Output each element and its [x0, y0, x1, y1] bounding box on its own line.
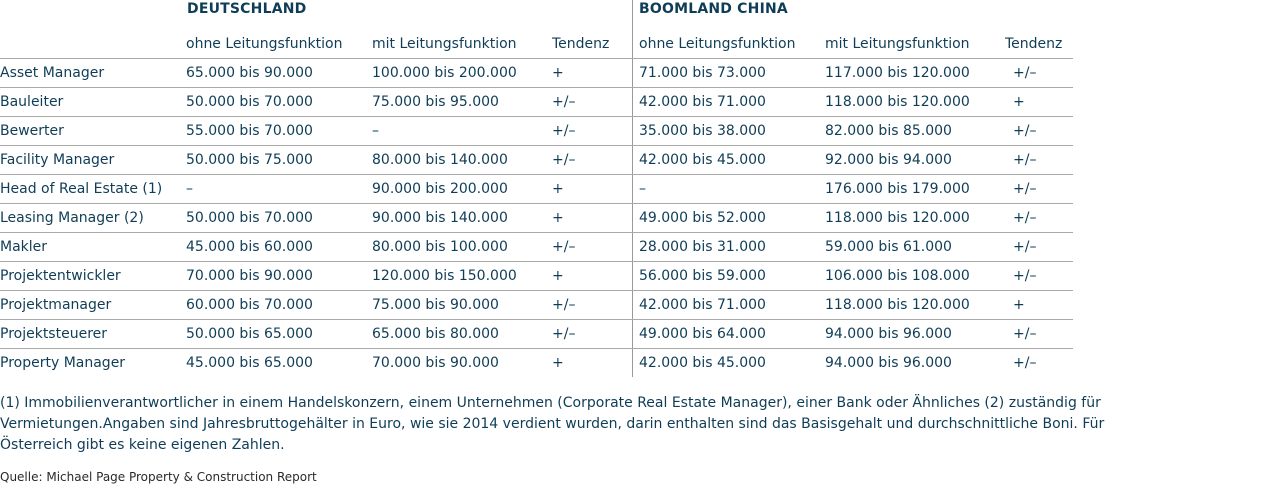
cn-without-lead-cell: 71.000 bis 73.000 — [639, 59, 825, 88]
cn-without-lead-cell: 28.000 bis 31.000 — [639, 233, 825, 262]
de-with-lead-cell: 75.000 bis 95.000 — [372, 88, 552, 117]
cn-with-lead-cell: 118.000 bis 120.000 — [825, 88, 1005, 117]
cn-with-lead-cell: 118.000 bis 120.000 — [825, 204, 1005, 233]
cn-with-lead-cell: 94.000 bis 96.000 — [825, 320, 1005, 349]
de-without-lead-cell: 50.000 bis 70.000 — [186, 204, 372, 233]
cn-tendency-cell: +/– — [1005, 146, 1073, 175]
cn-without-lead-cell: 42.000 bis 71.000 — [639, 88, 825, 117]
de-tendency-cell: + — [552, 175, 639, 204]
table-row — [0, 262, 1073, 291]
cn-tendency-cell: +/– — [1005, 204, 1073, 233]
cn-without-lead-cell: 49.000 bis 52.000 — [639, 204, 825, 233]
table-row — [0, 175, 1073, 204]
table-row — [0, 349, 1073, 378]
table-row — [0, 146, 1073, 175]
de-with-lead-cell: 80.000 bis 140.000 — [372, 146, 552, 175]
de-tendency-cell: +/– — [552, 291, 639, 320]
cn-tendency-cell: +/– — [1005, 262, 1073, 291]
de-tendency-cell: + — [552, 262, 639, 291]
cn-tendency-header: Tendenz — [1005, 36, 1063, 52]
table-row — [0, 291, 1073, 320]
de-tendency-cell: + — [552, 204, 639, 233]
table-row — [0, 233, 1073, 262]
salary-table — [0, 30, 1073, 377]
de-without-lead-cell: 70.000 bis 90.000 — [186, 262, 372, 291]
role-cell: Leasing Manager (2) — [0, 204, 186, 233]
cn-tendency-cell: +/– — [1005, 320, 1073, 349]
role-cell: Projektsteuerer — [0, 320, 186, 349]
cn-without-lead-cell: 49.000 bis 64.000 — [639, 320, 825, 349]
role-cell: Asset Manager — [0, 59, 186, 88]
de-tendency-cell: +/– — [552, 117, 639, 146]
cn-with-lead-cell: 106.000 bis 108.000 — [825, 262, 1005, 291]
cn-without-lead-header: ohne Leitungsfunktion — [639, 36, 796, 52]
de-tendency-cell: + — [552, 349, 639, 378]
de-without-lead-header: ohne Leitungsfunktion — [186, 36, 343, 52]
cn-with-lead-cell: 59.000 bis 61.000 — [825, 233, 1005, 262]
cn-with-lead-cell: 118.000 bis 120.000 — [825, 291, 1005, 320]
de-tendency-cell: +/– — [552, 146, 639, 175]
de-without-lead-cell: – — [186, 175, 372, 204]
role-cell: Head of Real Estate (1) — [0, 175, 186, 204]
table-row — [0, 204, 1073, 233]
de-without-lead-cell: 55.000 bis 70.000 — [186, 117, 372, 146]
role-cell: Makler — [0, 233, 186, 262]
table-row — [0, 59, 1073, 88]
role-cell: Projektentwickler — [0, 262, 186, 291]
de-with-lead-header: mit Leitungsfunktion — [372, 36, 517, 52]
cn-tendency-cell: + — [1005, 291, 1073, 320]
role-cell: Facility Manager — [0, 146, 186, 175]
cn-with-lead-header: mit Leitungsfunktion — [825, 36, 970, 52]
cn-without-lead-cell: – — [639, 175, 825, 204]
cn-without-lead-cell: 42.000 bis 45.000 — [639, 146, 825, 175]
de-with-lead-cell: 120.000 bis 150.000 — [372, 262, 552, 291]
de-without-lead-cell: 60.000 bis 70.000 — [186, 291, 372, 320]
section-title-china: BOOMLAND CHINA — [639, 1, 788, 17]
role-cell: Bauleiter — [0, 88, 186, 117]
de-with-lead-cell: 90.000 bis 200.000 — [372, 175, 552, 204]
de-with-lead-cell: 100.000 bis 200.000 — [372, 59, 552, 88]
source-note: Quelle: Michael Page Property & Construction Report — [0, 470, 317, 484]
cn-tendency-cell: +/– — [1005, 175, 1073, 204]
cn-with-lead-cell: 176.000 bis 179.000 — [825, 175, 1005, 204]
cn-without-lead-cell: 42.000 bis 45.000 — [639, 349, 825, 378]
footnote: (1) Immobilienverantwortlicher in einem Handelskonzern, einem Unternehmen (Corporate Real Estate Manager), einer Bank oder Ähnliches (2) zuständig für Vermietungen.Angaben sind Jahresbruttogehälter in Euro, wie sie 2014 verdient wurden, darin enthalten sind das Basisgehalt und durchschnittliche Boni. Für Österreich gibt es keine eigenen Zahlen. — [0, 395, 1105, 453]
de-with-lead-cell: 90.000 bis 140.000 — [372, 204, 552, 233]
de-with-lead-cell: 75.000 bis 90.000 — [372, 291, 552, 320]
cn-tendency-cell: + — [1005, 88, 1073, 117]
de-tendency-cell: +/– — [552, 320, 639, 349]
de-tendency-cell: + — [552, 59, 639, 88]
de-without-lead-cell: 65.000 bis 90.000 — [186, 59, 372, 88]
cn-without-lead-cell: 42.000 bis 71.000 — [639, 291, 825, 320]
cn-with-lead-cell: 82.000 bis 85.000 — [825, 117, 1005, 146]
cn-tendency-cell: +/– — [1005, 349, 1073, 378]
de-tendency-cell: +/– — [552, 88, 639, 117]
de-without-lead-cell: 45.000 bis 60.000 — [186, 233, 372, 262]
de-without-lead-cell: 45.000 bis 65.000 — [186, 349, 372, 378]
cn-without-lead-cell: 35.000 bis 38.000 — [639, 117, 825, 146]
de-without-lead-cell: 50.000 bis 70.000 — [186, 88, 372, 117]
cn-tendency-cell: +/– — [1005, 233, 1073, 262]
role-cell: Property Manager — [0, 349, 186, 378]
de-tendency-header: Tendenz — [552, 36, 610, 52]
cn-with-lead-cell: 94.000 bis 96.000 — [825, 349, 1005, 378]
de-with-lead-cell: – — [372, 117, 552, 146]
de-with-lead-cell: 70.000 bis 90.000 — [372, 349, 552, 378]
de-without-lead-cell: 50.000 bis 75.000 — [186, 146, 372, 175]
cn-tendency-cell: +/– — [1005, 117, 1073, 146]
table-row — [0, 117, 1073, 146]
cn-without-lead-cell: 56.000 bis 59.000 — [639, 262, 825, 291]
de-with-lead-cell: 80.000 bis 100.000 — [372, 233, 552, 262]
role-header — [0, 30, 186, 59]
de-without-lead-cell: 50.000 bis 65.000 — [186, 320, 372, 349]
cn-with-lead-cell: 117.000 bis 120.000 — [825, 59, 1005, 88]
cn-tendency-cell: +/– — [1005, 59, 1073, 88]
de-tendency-cell: +/– — [552, 233, 639, 262]
table-row — [0, 88, 1073, 117]
table-row — [0, 320, 1073, 349]
role-cell: Bewerter — [0, 117, 186, 146]
cn-with-lead-cell: 92.000 bis 94.000 — [825, 146, 1005, 175]
de-with-lead-cell: 65.000 bis 80.000 — [372, 320, 552, 349]
role-cell: Projektmanager — [0, 291, 186, 320]
section-title-germany: DEUTSCHLAND — [187, 1, 307, 17]
header-row — [0, 30, 1073, 59]
